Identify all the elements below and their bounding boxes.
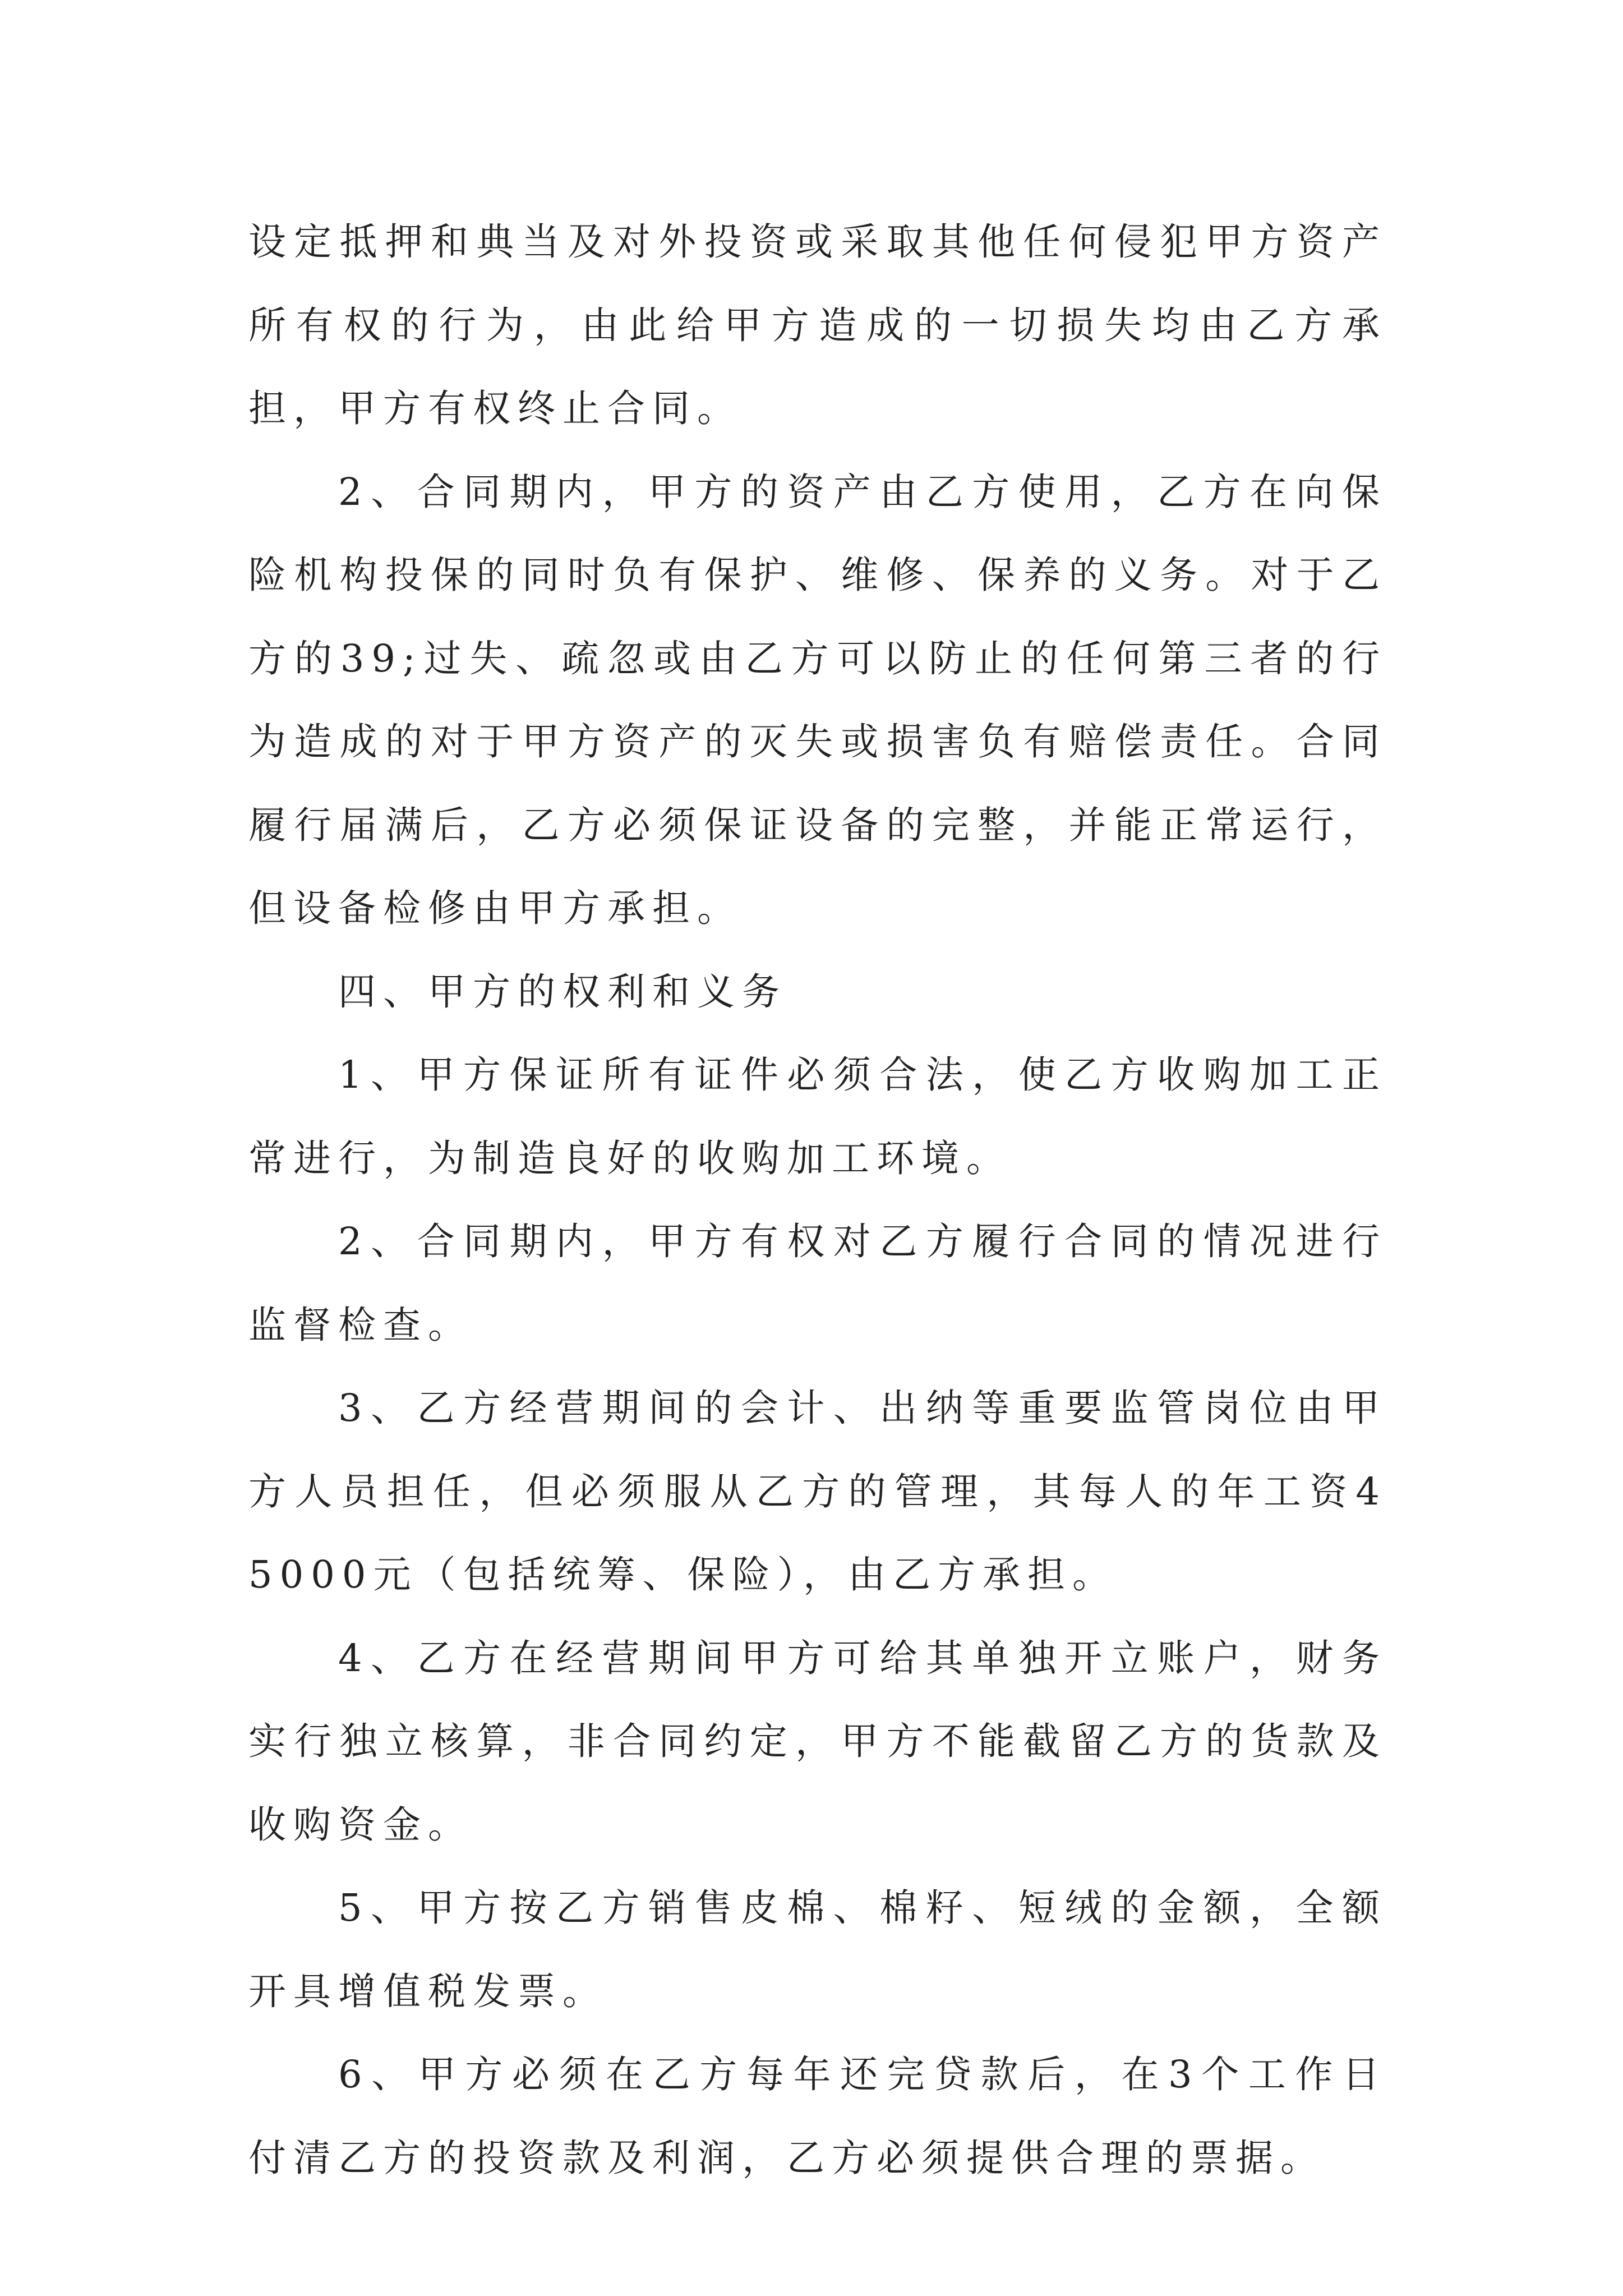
paragraph-continuation: 设定抵押和典当及对外投资或采取其他任何侵犯甲方资产所有权的行为，由此给甲方造成的一切损失均由乙方承担，甲方有权终止合同。 bbox=[248, 220, 1387, 430]
paragraph-clause-4-3: 3、乙方经营期间的会计、出纳等重要监管岗位由甲方人员担任，但必须服从乙方的管理，其每人的年工资45000元（包括统筹、保险），由乙方承担。 bbox=[248, 1386, 1387, 1596]
section-heading-rights-obligations: 四、甲方的权利和义务 bbox=[338, 969, 787, 1014]
document-body bbox=[248, 200, 1387, 2200]
paragraph-clause-4-6: 6、甲方必须在乙方每年还完贷款后，在3个工作日付清乙方的投资款及利润，乙方必须提供合理的票据。 bbox=[248, 2053, 1387, 2180]
paragraph-clause-3-2: 2、合同期内，甲方的资产由乙方使用，乙方在向保险机构投保的同时负有保护、维修、保养的义务。对于乙方的39;过失、疏忽或由乙方可以防止的任何第三者的行为造成的对于甲方资产的灭失或损害负有赔偿责任。合同履行届满后，乙方必须保证设备的完整，并能正常运行，但设备检修由甲方承担。 bbox=[248, 470, 1387, 930]
paragraph-clause-4-2: 2、合同期内，甲方有权对乙方履行合同的情况进行监督检查。 bbox=[248, 1220, 1387, 1347]
paragraph-clause-4-4: 4、乙方在经营期间甲方可给其单独开立账户，财务实行独立核算，非合同约定，甲方不能截留乙方的货款及收购资金。 bbox=[248, 1636, 1387, 1847]
paragraph-clause-4-5: 5、甲方按乙方销售皮棉、棉籽、短绒的金额，全额开具增值税发票。 bbox=[248, 1886, 1387, 2013]
paragraph-clause-4-1: 1、甲方保证所有证件必须合法，使乙方收购加工正常进行，为制造良好的收购加工环境。 bbox=[248, 1053, 1387, 1180]
